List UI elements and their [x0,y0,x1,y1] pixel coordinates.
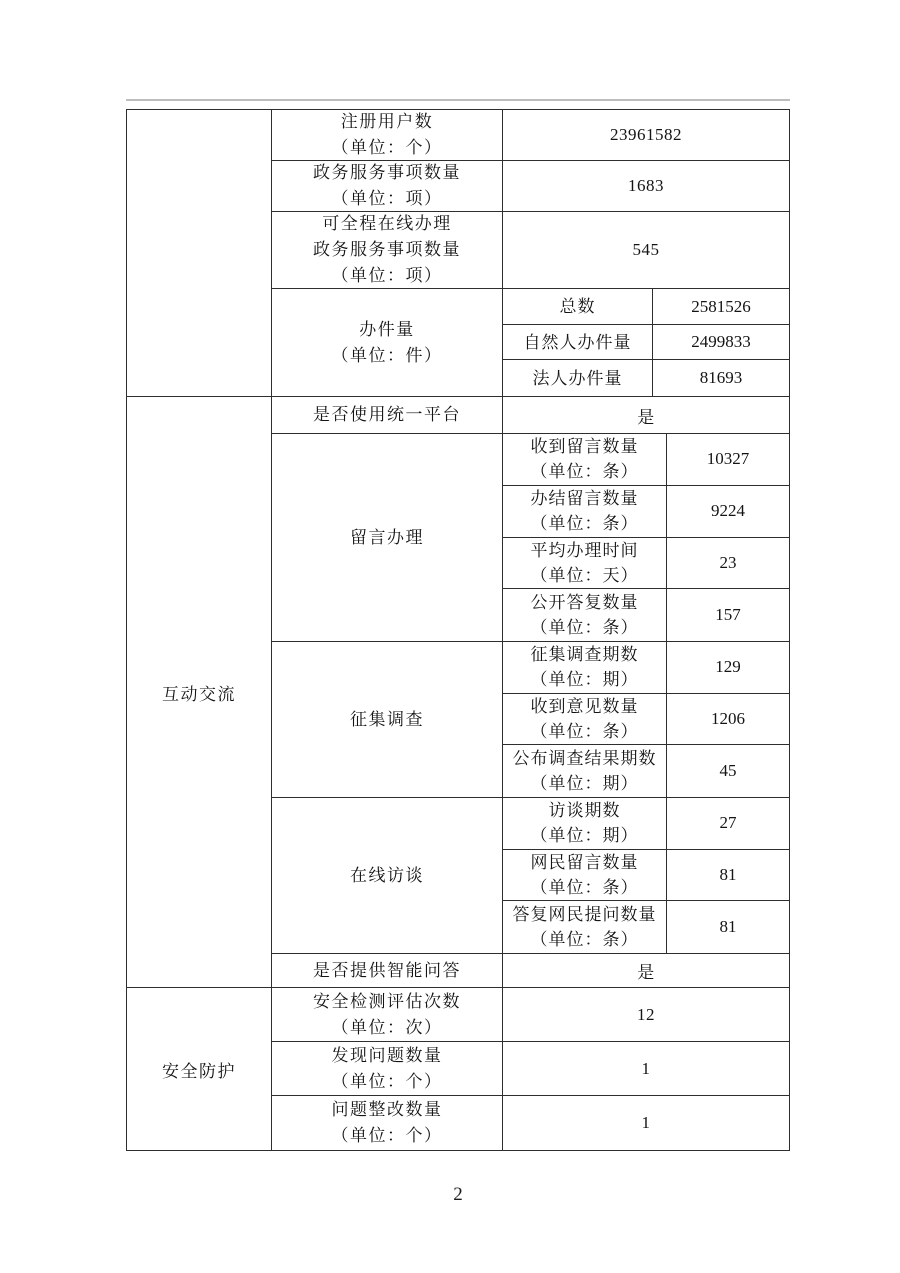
report-table [126,109,790,1151]
label-registered-users [272,110,503,160]
label-line: 是否提供智能问答 [313,960,461,980]
value-text: 是 [637,963,655,982]
value-netizen-messages [667,850,789,901]
label-line: 法人办件量 [532,368,623,388]
value-text: 10327 [706,449,750,469]
value-text: 129 [715,657,741,677]
subrow-netizen-messages [503,850,789,902]
subrow-survey-opinions [503,694,789,746]
group-cell-interaction [127,397,272,987]
row-case-volume [272,289,789,396]
page-number: 2 [453,1184,463,1205]
group-cell-empty [127,110,272,396]
value-survey-periods [667,642,789,693]
row-registered-users [272,110,789,161]
label-service-items [272,161,503,211]
value-text: 2499833 [691,332,751,351]
subrow-interview-periods [503,798,789,850]
value-text: 2581526 [691,296,751,316]
value-text: 81693 [699,368,743,387]
unit-line: （单位：条） [530,618,639,638]
label-line: 在线访谈 [350,865,424,885]
subrow-messages-completed [503,486,789,538]
label-case-volume [272,289,503,396]
unit-line: （单位：天） [530,565,639,585]
label-line: 办结留言数量 [530,489,639,509]
value-problems-found [503,1042,789,1095]
unit-line: （单位：条） [530,722,639,741]
row-full-online-items [272,212,789,289]
row-unified-platform [272,397,789,434]
value-survey-opinions [667,694,789,745]
subrow-public-replies [503,589,789,641]
value-text: 23 [719,552,737,572]
label-message-handling [272,434,503,641]
label-line: 网民留言数量 [530,853,639,872]
label-line: 问题整改数量 [331,1100,443,1119]
unit-line: （单位：条） [530,930,639,950]
sublabel-survey-results [503,745,667,797]
value-public-replies [667,589,789,641]
section-overview [127,110,789,397]
sublabel-public-replies [503,589,667,641]
label-line: 注册用户数 [340,112,434,131]
row-problems-rectified [272,1096,789,1150]
sublabel-messages-completed [503,486,667,537]
value-text: 157 [715,605,741,625]
subrow-case-natural [503,325,789,360]
label-line: 收到留言数量 [530,437,639,457]
value-case-total [653,289,789,324]
group-label: 互动交流 [162,684,236,704]
sublabel-case-legal [503,360,653,396]
label-line: 公开答复数量 [530,593,639,613]
label-line: 可全程在线办理 [322,214,452,233]
subrow-survey-periods [503,642,789,694]
label-line: 公布调查结果期数 [512,749,657,769]
unit-line: （单位：件） [331,345,443,365]
unit-line: （单位：期） [530,826,639,846]
label-survey [272,642,503,797]
row-service-items [272,161,789,212]
value-messages-received [667,434,789,485]
subrow-case-legal [503,360,789,396]
unit-line: （单位：项） [331,266,443,285]
value-messages-completed [667,486,789,537]
unit-line: （单位：个） [331,138,443,157]
label-unified-platform [272,397,503,433]
label-line: 办件量 [359,319,415,339]
table-continuation-line [126,99,790,101]
value-text: 1683 [628,176,664,195]
value-security-checks [503,988,789,1041]
value-text: 45 [719,761,737,781]
value-text: 545 [632,240,660,259]
sublabel-netizen-replies [503,901,667,953]
label-line: 答复网民提问数量 [512,905,657,925]
label-interview [272,798,503,953]
group-cell-security [127,988,272,1150]
subrow-avg-handling-time [503,538,789,590]
subrow-survey-results [503,745,789,797]
label-line: 征集调查 [350,709,424,729]
unit-line: （单位：个） [331,1071,443,1091]
section-security [127,988,789,1150]
value-text: 81 [719,865,737,884]
row-problems-found [272,1042,789,1096]
sublabel-survey-periods [503,642,667,693]
label-smart-qa [272,954,503,987]
value-text: 12 [637,1004,655,1024]
section-interaction [127,397,789,988]
value-text: 23961582 [610,125,682,144]
value-text: 是 [637,407,655,427]
label-line: 平均办理时间 [530,540,639,560]
value-text: 81 [719,917,737,937]
value-survey-results [667,745,789,797]
label-line: 留言办理 [350,527,424,547]
row-message-handling [272,434,789,642]
value-problems-rectified [503,1096,789,1150]
unit-line: （单位：条） [530,878,639,897]
label-line: 收到意见数量 [530,697,639,716]
value-text: 9224 [711,501,745,521]
value-text: 27 [719,813,737,833]
label-line: 征集调查期数 [530,645,639,665]
sublabel-case-total [503,289,653,324]
label-line: 总数 [559,297,596,316]
unit-line: （单位：期） [530,670,639,690]
label-line: 安全检测评估次数 [313,991,461,1011]
label-line: 是否使用统一平台 [313,405,461,424]
unit-line: （单位：项） [331,189,443,208]
sublabel-avg-handling-time [503,538,667,589]
unit-line: （单位：个） [331,1126,443,1145]
label-line: 自然人办件量 [523,332,632,352]
value-case-natural [653,325,789,359]
value-service-items [503,161,789,211]
unit-line: （单位：条） [530,462,639,482]
subrow-case-total [503,289,789,325]
row-survey [272,642,789,798]
row-smart-qa [272,954,789,987]
value-text: 1 [641,1058,651,1078]
sublabel-interview-periods [503,798,667,849]
sublabel-messages-received [503,434,667,485]
value-registered-users [503,110,789,160]
unit-line: （单位：期） [530,774,639,794]
unit-line: （单位：条） [530,514,639,534]
label-line: 政务服务事项数量 [313,240,461,259]
label-security-checks [272,988,503,1041]
label-line: 访谈期数 [548,801,621,821]
label-problems-found [272,1042,503,1095]
value-smart-qa [503,954,789,987]
value-netizen-replies [667,901,789,953]
row-security-checks [272,988,789,1042]
sublabel-netizen-messages [503,850,667,901]
value-unified-platform [503,397,789,433]
unit-line: （单位：次） [331,1017,443,1037]
row-interview [272,798,789,954]
value-interview-periods [667,798,789,849]
sublabel-survey-opinions [503,694,667,745]
sublabel-case-natural [503,325,653,359]
subrow-messages-received [503,434,789,486]
label-problems-rectified [272,1096,503,1150]
subrow-netizen-replies [503,901,789,953]
label-full-online-items [272,212,503,288]
label-line: 政务服务事项数量 [313,163,461,182]
label-line: 发现问题数量 [331,1045,443,1065]
value-avg-handling-time [667,538,789,589]
value-text: 1206 [711,709,745,728]
group-label: 安全防护 [162,1061,236,1081]
value-case-legal [653,360,789,396]
value-full-online-items [503,212,789,288]
value-text: 1 [641,1113,651,1132]
